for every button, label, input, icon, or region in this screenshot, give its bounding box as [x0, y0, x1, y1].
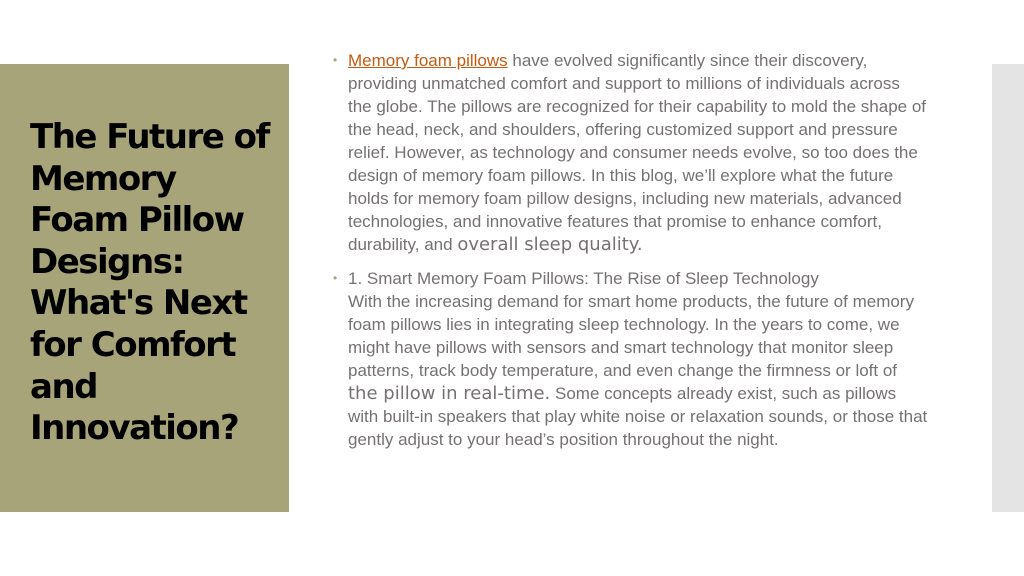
intro-text: have evolved significantly since their discovery, providing unmatched comfort and support to millions of individuals across the globe. The pillows are recognized for their capability to mold the shape of the head, neck, and shoulders, offering customized support and pressure relief. However, as technology and consumer needs evolve, so too does the design of memory foam pillows. In this blog, we’ll explore what the future holds for memory foam pillow designs, including new materials, advanced technologies, and innovative features that promise to enhance comfort, durability, and — [348, 51, 927, 254]
memory-foam-pillows-link[interactable]: Memory foam pillows — [348, 51, 508, 70]
intro-text-end: overall sleep quality. — [457, 234, 643, 255]
content-list — [328, 49, 928, 451]
bullet-icon: • — [333, 53, 338, 67]
bullet-item-intro — [328, 49, 928, 256]
right-side-bar — [992, 64, 1024, 512]
bullet-item-smart-pillows — [328, 267, 928, 451]
bullet-icon: • — [333, 271, 338, 285]
smart-pillows-text: With the increasing demand for smart home products, the future of memory foam pillows lies in integrating sleep technology. In the years to come, we might have pillows with sensors and smart technology that monitor sleep patterns, track body temperature, and even change the firmness or loft of — [348, 292, 914, 380]
slide-title: The Future of Memory Foam Pillow Designs: What's Next for Comfort and Innovation? — [30, 117, 269, 449]
smart-pillows-alt-text: the pillow in real-time. — [348, 383, 551, 404]
smart-pillows-text-end: Some concepts already exist, such as pillows with built-in speakers that play white noise or relaxation sounds, or those that gently adjust to your head’s position throughout the night. — [348, 384, 928, 449]
smart-pillows-heading: 1. Smart Memory Foam Pillows: The Rise of Sleep Technology — [348, 269, 819, 288]
